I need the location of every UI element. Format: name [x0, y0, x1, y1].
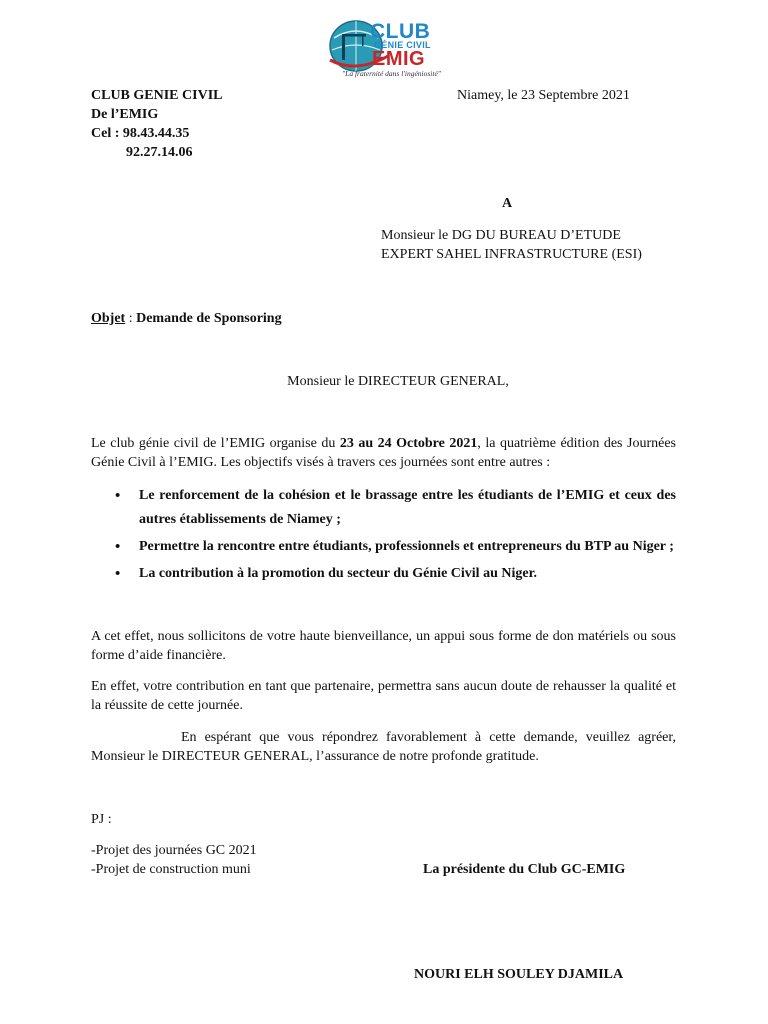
- salutation: Monsieur le DIRECTEUR GENERAL,: [287, 374, 509, 389]
- intro-pre: Le club génie civil de l’EMIG organise du: [91, 436, 340, 451]
- logo-emig-text: EMIG: [372, 48, 426, 70]
- place-date: Niamey, le 23 Septembre 2021: [457, 88, 630, 103]
- object-line: [91, 309, 282, 328]
- attachment-item: -Projet de construction muni: [91, 862, 251, 877]
- recipient-line1: Monsieur le DG DU BUREAU D’ETUDE: [381, 228, 621, 243]
- sender-line1: CLUB GENIE CIVIL: [91, 88, 223, 103]
- intro-dates: 23 au 24 Octobre 2021: [339, 436, 478, 451]
- logo-club-text: CLUB: [370, 20, 431, 43]
- sender-phone2: 92.27.14.06: [126, 145, 193, 160]
- list-item: • Permettre la rencontre entre étudiants, professionnels et entrepreneurs du BTP au Niger ;: [91, 535, 676, 559]
- attachments-label: PJ :: [91, 812, 112, 827]
- object-separator: :: [125, 311, 137, 326]
- object-text: Demande de Sponsoring: [136, 311, 282, 326]
- recipient-line2: EXPERT SAHEL INFRASTRUCTURE (ESI): [381, 247, 642, 262]
- objectives-list: [91, 484, 676, 589]
- recipient-a: A: [502, 196, 513, 211]
- object-label: Objet: [91, 311, 126, 326]
- signature-name: NOURI ELH SOULEY DJAMILA: [414, 967, 624, 982]
- paragraph-contribution: En effet, votre contribution en tant que partenaire, permettra sans aucun doute de rehausser la qualité et la réussite de cette journée.: [91, 679, 676, 713]
- paragraph-closing: En espérant que vous répondrez favorablement à cette demande, veuillez agréer, Monsieur le DIRECTEUR GENERAL, l’assurance de notre profonde gratitude.: [91, 730, 676, 764]
- list-item: • Le renforcement de la cohésion et le brassage entre les étudiants de l’EMIG et ceux des autres établissements de Niamey ;: [91, 484, 676, 532]
- intro-paragraph: [91, 434, 676, 472]
- logo-tagline: "La fraternité dans l'ingéniosité": [342, 69, 441, 78]
- intro-post: , la quatrième édition des Journées Génie Civil à l’EMIG. Les objectifs visés à travers ces journées sont entre autres :: [91, 436, 676, 470]
- sender-phone1: Cel : 98.43.44.35: [91, 126, 190, 141]
- logo-genie-civil-text: GÉNIE CIVIL: [374, 40, 431, 50]
- list-item: • La contribution à la promotion du secteur du Génie Civil au Niger.: [91, 562, 676, 586]
- paragraph-request: A cet effet, nous sollicitons de votre haute bienveillance, un appui sous forme de don matériels ou sous forme d’aide financière.: [91, 629, 676, 663]
- sender-line2: De l’EMIG: [91, 107, 159, 122]
- attachment-item: -Projet des journées GC 2021: [91, 843, 257, 858]
- signature-title: La présidente du Club GC-EMIG: [423, 862, 626, 877]
